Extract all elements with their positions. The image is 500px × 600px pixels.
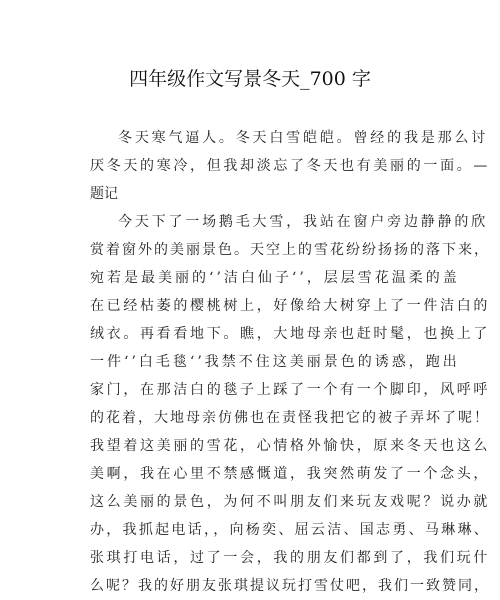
text-line: 家门，在那洁白的毯子上踩了一个有一个脚印，风呼呼 [90, 382, 491, 398]
text-line: 张琪打电话，过了一会，我的朋友们都到了，我们玩什 [90, 550, 491, 566]
text-line: 今天下了一场鹅毛大雪，我站在窗户旁边静静的欣 [118, 214, 489, 230]
text-line: 冬天寒气逼人。冬天白雪皑皑。曾经的我是那么讨 [118, 130, 489, 146]
document-title: 四年级作文写景冬天_700 字 [129, 68, 371, 90]
text-line: 这么美丽的景色，为何不叫朋友们来玩友戏呢？说办就 [90, 494, 491, 510]
text-line: 宛若是最美丽的‘’洁白仙子‘’，层层雪花温柔的盖 [90, 270, 460, 286]
text-line: 的花着，大地母亲仿佛也在责怪我把它的被子弄坏了呢！ [90, 410, 490, 426]
text-line: 一件‘’白毛毯‘’我禁不住这美丽景色的诱惑，跑出 [90, 354, 460, 370]
text-line: 在已经枯萎的樱桃树上，好像给大树穿上了一件洁白的 [90, 298, 491, 314]
text-line: 题记 [90, 186, 118, 202]
text-line: 绒衣。再看看地下。瞧，大地母亲也赶时髦，也换上了 [90, 326, 491, 342]
text-line: 么呢？我的好朋友张琪提议玩打雪仗吧，我们一致赞同， [90, 578, 490, 594]
text-line: 赏着窗外的美丽景色。天空上的雪花纷纷扬扬的落下来， [90, 242, 490, 258]
text-line: 我望着这美丽的雪花，心情格外愉快，原来冬天也这么 [90, 438, 491, 454]
text-line: 办，我抓起电话，，向杨奕、屈云洁、国志勇、马琳琳、 [90, 522, 490, 538]
text-line: 厌冬天的寒冷，但我却淡忘了冬天也有美丽的一面。— [90, 158, 491, 174]
text-line: 美啊，我在心里不禁感慨道，我突然萌发了一个念头， [90, 466, 491, 482]
